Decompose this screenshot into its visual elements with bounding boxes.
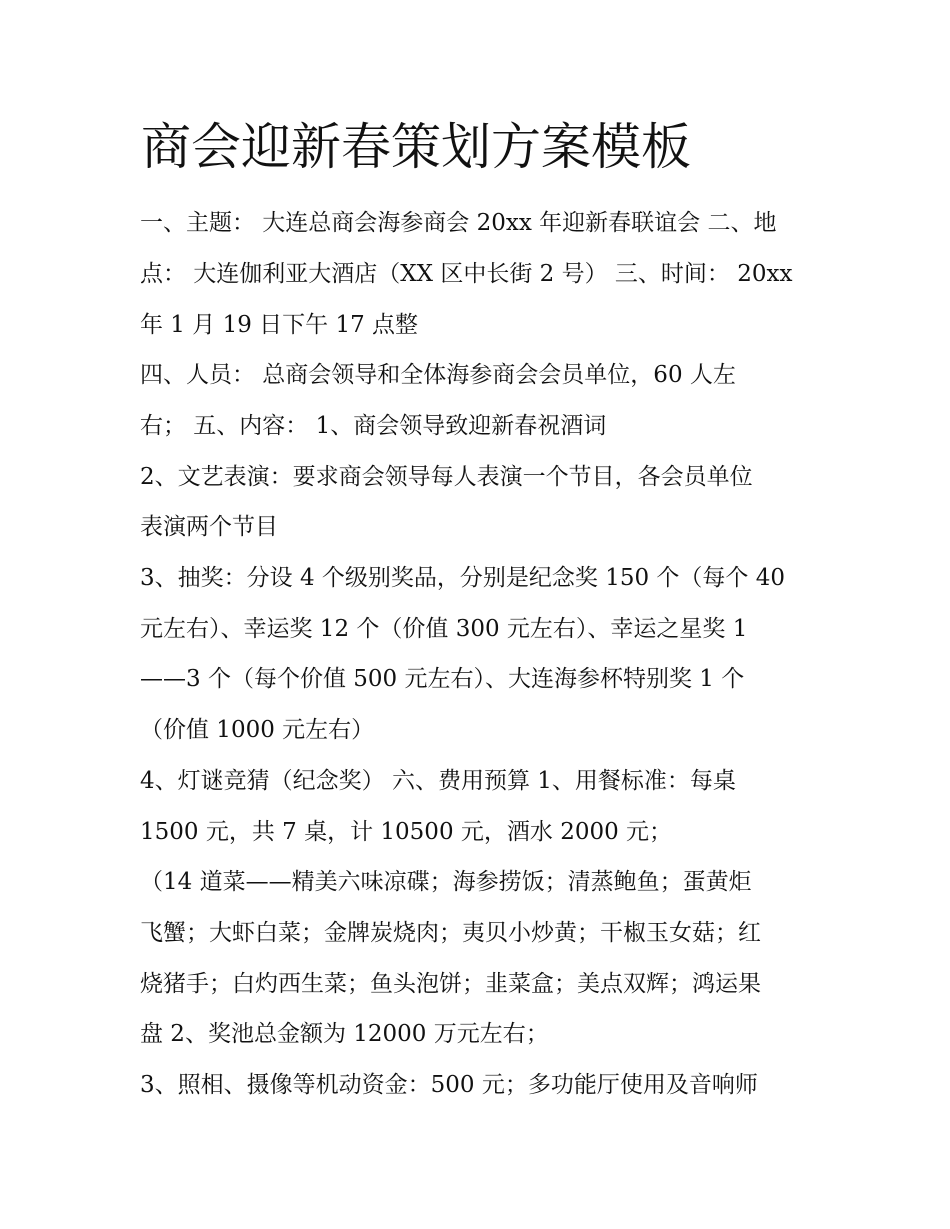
body-line: （14 道菜——精美六味凉碟；海参捞饭；清蒸鲍鱼；蛋黄炬	[140, 869, 752, 895]
body-line: 一、主题： 大连总商会海参商会 20xx 年迎新春联谊会 二、地	[140, 210, 777, 236]
body-line: 2、文艺表演：要求商会领导每人表演一个节目，各会员单位	[140, 464, 753, 490]
body-line: 右； 五、内容： 1、商会领导致迎新春祝酒词	[140, 413, 607, 439]
body-line: 元左右）、幸运奖 12 个（价值 300 元左右）、幸运之星奖 1	[140, 616, 748, 642]
body-line: ——3 个（每个价值 500 元左右）、大连海参杯特别奖 1 个	[140, 666, 745, 692]
body-line: 烧猪手；白灼西生菜；鱼头泡饼；韭菜盒；美点双辉；鸿运果	[140, 971, 761, 997]
body-line: （价值 1000 元左右）	[140, 717, 375, 743]
body-line: 点： 大连伽利亚大酒店（XX 区中长街 2 号） 三、时间： 20xx	[140, 261, 793, 287]
body-line: 1500 元，共 7 桌，计 10500 元，酒水 2000 元；	[140, 819, 673, 845]
body-line: 飞蟹；大虾白菜；金牌炭烧肉；夷贝小炒黄；干椒玉女菇；红	[140, 920, 761, 946]
body-line: 4、灯谜竞猜（纪念奖） 六、费用预算 1、用餐标准：每桌	[140, 768, 736, 794]
body-line: 四、人员： 总商会领导和全体海参商会会员单位，60 人左	[140, 362, 736, 388]
page-title: 商会迎新春策划方案模板	[141, 118, 691, 176]
body-line: 3、照相、摄像等机动资金：500 元；多功能厅使用及音响师	[140, 1072, 758, 1098]
body-line: 年 1 月 19 日下午 17 点整	[140, 312, 419, 338]
body-line: 盘 2、奖池总金额为 12000 万元左右；	[140, 1021, 549, 1047]
body-line: 表演两个节目	[140, 514, 278, 540]
body-line: 3、抽奖：分设 4 个级别奖品，分别是纪念奖 150 个（每个 40	[140, 565, 785, 591]
